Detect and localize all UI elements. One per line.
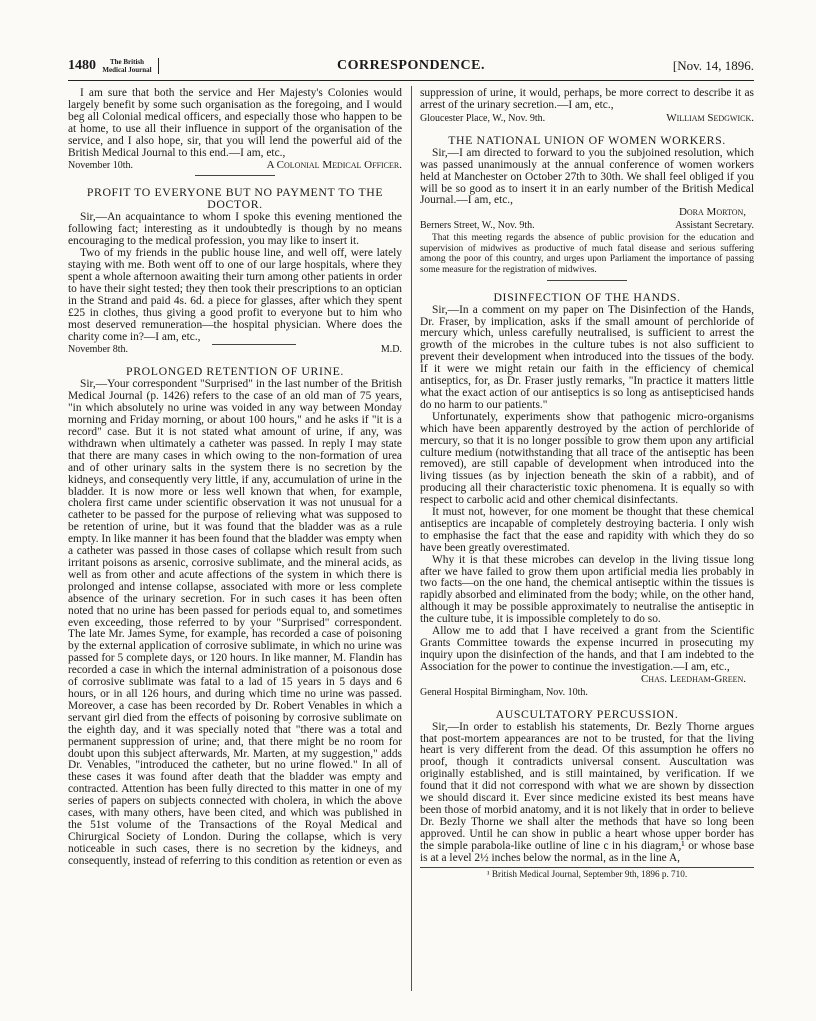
letter-paragraph: Allow me to add that I have received a grant from the Scientific Grants Committee towards the expense incurred in prosecuting my inquiry upon the disinfection of the hands, and that I am indebted to the Association for the power to continue the investigation.—I am, etc., [420, 625, 754, 673]
letter-signature-line [68, 160, 402, 171]
inline-rule [212, 344, 296, 345]
letter-date: November 8th. [68, 344, 128, 356]
letter-paragraph: Sir,—In a comment on my paper on The Disinfection of the Hands, Dr. Fraser, by implication, asks if the small amount of perchloride of mercury which, unless carefully neutralised, is sufficient to arrest the growth of the microbes in the culture tubes is not also sufficient to prevent their development when introduced into the tissues of the body. If it were we might retain our faith in the efficiency of chemical antiseptics, for, as Dr. Fraser justly remarks, "In practice it matters little what the exact action of our antiseptics is so long as antisepticised hands do no harm to our patients." [420, 303, 754, 411]
letter-body: I am sure that both the service and Her Majesty's Colonies would largely benefit by some such organisation as the foregoing, and I would beg all Colonial medical officers, and especially those who happen to be at home, to use all their influence in support of the organisation of the service, and I also hope, sir, that you will lend the powerful aid of the British Medical Journal to this end.—I am, etc., [68, 87, 402, 159]
letter-role: Assistant Secretary. [675, 220, 754, 232]
letter-body: Sir,—Your correspondent "Surprised" in the last number of the British Medical Journal (p. 1426) refers to the case of an old man of 75 years, "in which absolutely no urine was voided in any way between Monday morning and Friday morning, or about 100 hours," and he asks if "it is a record" case. But it is not stated what amount of urine, if any, was withdrawn when ultimately a catheter was passed. In reply I may state that there are many cases in which owing to the non-formation of urea and of other urinary salts in the system there is no secretion by the kidneys, and consequently very little, if any, accumulation of urine in the bladder. It is now more or less well known that when, for example, cholera first came under scientific observation it was not unusual for a catheter to be passed for the purpose of relieving what was supposed to be retention of urine, but it was found that the bladder was as a rule empty. In like manner it has been found that the bladder was empty when a catheter was passed in those cases of collapse which result from such irritant poisons as arsenic, corrosive sublimate, and the mineral acids, as well as from other and acute affections of the system in which there is prolonged and intense collapse, associated with more or less complete absence of the urinary secretion. For in such cases it has been often noted that no urine has been passed for periods equal to, and sometimes even exceeding, those referred to by your "Surprised" correspondent. The late Mr. James Syme, for example, has recorded a case of poisoning by the external application of corrosive sublimate, in which no urine was passed for 5 complete days, or 120 hours. In like manner, M. Flandin has recorded a case in which the internal administration of a poisonous dose of corrosive sublimate was fatal to a lad of 15 years in 5 days and 6 hours, or in all 126 hours, and during which time no urine was passed. Moreover, a case has been recorded by Dr. Robert Venables in which a servant girl died from the effects of poisoning by corrosive sublimate on the eighth day, and it was specially noted that "there was a total and permanent suppression of urine; and, that there might be no room for doubt upon this subject afterwards, Mr. Marten, at my suggestion," adds Dr. Venables, "introduced the catheter, but no urine flowed." In all of these cases it was found after death that the bladder was empty and contracted. Attention has been fully directed to this matter in one of my series of papers on subjects connected with cholera, in which the above cases, with many others, have been cited, and which was published in the 51st volume of the Transactions of the Royal Medical and Chirurgical Society of London. During the collapse, which is very noticeable in such cases, there is no secretion by the kidneys, and consequently, instead of referring to this condition as retention or even as [68, 378, 402, 867]
letter-signature-line [420, 113, 754, 124]
letter-body: Sir,—I am directed to forward to you the subjoined resolution, which was passed unanimously at the annual conference of women workers held at Manchester on October 27th to 30th. We shall feel obliged if you will be so good as to insert it in an early number of the British Medical Journal.—I am, etc., [420, 146, 754, 207]
letter-paragraph: It must not, however, for one moment be thought that these chemical antiseptics are incapable of completely destroying bacteria. I only wish to emphasise the fact that the ease and rapidity with which they do so have been greatly overestimated. [420, 506, 754, 554]
article-heading: DISINFECTION OF THE HANDS. [493, 289, 681, 304]
letter-address: General Hospital Birmingham, Nov. 10th. [420, 686, 588, 698]
letter-paragraph: Two of my friends in the public house line, and well off, were lately staying with me. Both went off to one of our large hospitals, where they spent a whole afternoon awaiting their turn among other patients in order to have their sight tested; they then took their prescriptions to an optician in the Strand and paid 4s. 6d. a piece for glasses, after which they spent £25 in clothes, thus giving a good profit to everyone but to him who most deserved remuneration—the hospital physician. Where does the charity come in?—I am, etc., [68, 247, 402, 343]
page-number: 1480 [68, 58, 96, 73]
article-separator [547, 280, 627, 281]
journal-name-line2: Medical Journal [102, 66, 152, 74]
footnote: ¹ British Medical Journal, September 9th, 1896 p. 710. [486, 868, 688, 879]
left-column [68, 88, 402, 868]
letter-signature: Dora Morton, [678, 206, 746, 219]
letter-body: suppression of urine, it would, perhaps, be more correct to describe it as arrest of the urinary secretion.—I am, etc., [420, 87, 754, 111]
letter-signature: M.D. [380, 344, 402, 356]
letter-paragraph: Why it is that these microbes can develop in the living tissue long after we have failed to grow them upon artificial media lies probably in two facts—on the one hand, the chemical antiseptic within the tissues is rapidly absorbed and eliminated from the body; while, on the other hand, although it may be possible approximately to neutralise the antiseptic in the culture tube, it is impossible completely to do so. [420, 553, 754, 626]
letter-signature: Chas. Leedham-Green. [640, 672, 746, 685]
article-heading: PROFIT TO EVERYONE BUT NO PAYMENT TO THE DOCTOR. [86, 185, 384, 212]
letter-address: Gloucester Place, W., Nov. 9th. [420, 112, 546, 124]
letter-signature-line [420, 687, 754, 698]
issue-date: [Nov. 14, 1896. [672, 58, 754, 73]
letter-signature: A Colonial Medical Officer. [266, 159, 402, 172]
article-heading: AUSCULTATORY PERCUSSION. [495, 706, 679, 721]
letter-signature-line [420, 220, 754, 231]
letter-women-workers [420, 134, 754, 276]
column-divider [411, 86, 412, 991]
letter-auscultatory [420, 708, 754, 879]
section-title: CORRESPONDENCE. [337, 58, 485, 73]
page-header [68, 58, 754, 81]
letter-body: Sir,—In order to establish his statements, Dr. Bezly Thorne argues that post-mortem appearances are not to be trusted, for that the living heart is very different from the dead. Of this assumption he offers no proof, though it contradicts universal consent. Auscultation was originally established, and is still maintained, by verification. If we found that it did not correspond with what we are shown by dissection we should discard it. Ever since medicine existed its best means have been those of morbid anatomy, and it is not likely that in order to believe Dr. Bezly Thorne we shall alter the methods that have so long been approved. Until he can show in public a heart whose upper border has the simple parabola-like outline of line c in his diagram,¹ or whose base is at a level 2½ inches below the normal, as in the line A, [420, 720, 754, 864]
letter-signature: William Sedgwick. [666, 111, 754, 124]
article-separator [195, 175, 275, 176]
letter-paragraph: Unfortunately, experiments show that pathogenic micro-organisms which have been apparently destroyed by the action of perchloride of mercury, so that it is no longer possible to grow them upon any artificial culture medium (notwithstanding that all trace of the antiseptic has been removed), are still capable of development when introduced into the living tissues (as by injection beneath the skin of a rabbit), and of producing all their characteristic toxic phenomena. It is equally so with respect to carbolic acid and other chemical disinfectants. [420, 410, 754, 507]
letter-disinfection [420, 291, 754, 698]
letter-retention [68, 365, 402, 867]
letter-colonial [68, 88, 402, 171]
letter-signature-line [68, 344, 402, 355]
letter-paragraph: Sir,—An acquaintance to whom I spoke this evening mentioned the following fact; interesting as it undoubtedly is though by no means encouraging to the medical profession, you may like to insert it. [68, 211, 402, 248]
article-heading: THE NATIONAL UNION OF WOMEN WORKERS. [448, 132, 726, 147]
letter-address: Berners Street, W., Nov. 9th. [420, 220, 535, 232]
letter-retention-continued [420, 88, 754, 124]
journal-name-line1: The British [109, 58, 145, 66]
letter-profit [68, 186, 402, 355]
article-heading: PROLONGED RETENTION OF URINE. [126, 364, 344, 379]
resolution-text: That this meeting regards the absence of public provision for the education and supervision of midwives as productive of much fatal disease and serious suffering among the poor of this country, and urges upon Parliament the importance of passing some measure for the registration of midwives. [420, 233, 754, 276]
footnote-rule [420, 867, 754, 868]
right-column [420, 88, 754, 879]
letter-date: November 10th. [68, 160, 133, 172]
